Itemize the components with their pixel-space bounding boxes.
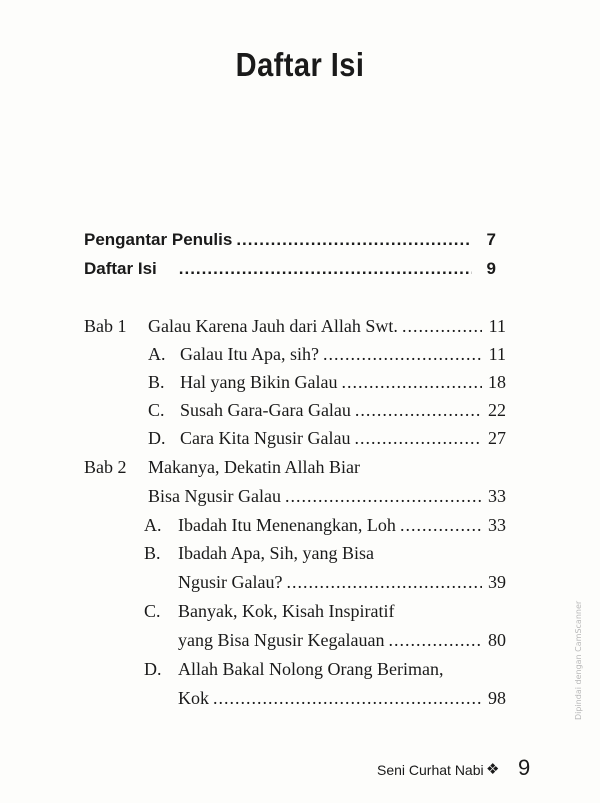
- toc-entry-label: Daftar Isi: [84, 259, 157, 278]
- dot-leader: [388, 630, 482, 651]
- toc-entry-bab1-b[interactable]: [180, 372, 506, 393]
- section-marker: B.: [148, 372, 165, 392]
- toc-entry-bab2-line1[interactable]: Makanya, Dekatin Allah Biar: [148, 457, 360, 477]
- dot-leader: [236, 230, 472, 250]
- toc-entry-label: Cara Kita Ngusir Galau: [180, 428, 351, 448]
- toc-entry-page: 22: [488, 400, 506, 420]
- toc-entry-bab1[interactable]: [148, 316, 506, 337]
- section-marker: B.: [144, 543, 161, 563]
- toc-entry-pengantar[interactable]: [84, 230, 496, 250]
- dot-leader: [179, 259, 472, 279]
- toc-entry-page: 11: [488, 344, 506, 364]
- dot-leader: [323, 344, 482, 365]
- toc-entry-label: Galau Karena Jauh dari Allah Swt.: [148, 316, 398, 336]
- toc-entry-label: Ibadah Itu Menenangkan, Loh: [178, 515, 396, 535]
- dot-leader: [341, 372, 482, 393]
- toc-entry-label: yang Bisa Ngusir Kegalauan: [178, 630, 385, 650]
- toc-entry-label: Susah Gara-Gara Galau: [180, 400, 351, 420]
- ornament-icon: ❖: [486, 760, 500, 778]
- toc-entry-page: 9: [486, 259, 496, 278]
- toc-entry-bab2-c-line1[interactable]: Banyak, Kok, Kisah Inspiratif: [178, 601, 395, 621]
- toc-entry-label: Ngusir Galau?: [178, 572, 283, 592]
- chapter-marker: Bab 2: [84, 457, 127, 477]
- toc-entry-label: Hal yang Bikin Galau: [180, 372, 338, 392]
- toc-entry-bab1-c[interactable]: [180, 400, 506, 421]
- toc-entry-bab1-d[interactable]: [180, 428, 506, 449]
- toc-entry-bab2-a[interactable]: [178, 515, 506, 536]
- toc-entry-label: Pengantar Penulis: [84, 230, 233, 249]
- dot-leader: [355, 400, 482, 421]
- section-marker: D.: [144, 659, 162, 679]
- section-marker: C.: [148, 400, 165, 420]
- footer-book-title: Seni Curhat Nabi: [377, 762, 484, 778]
- toc-entry-page: 27: [488, 428, 506, 448]
- toc-entry-bab2-b-line1[interactable]: Ibadah Apa, Sih, yang Bisa: [178, 543, 374, 563]
- toc-entry-bab1-a[interactable]: [180, 344, 506, 365]
- toc-entry-daftar-isi[interactable]: [84, 259, 496, 279]
- footer-page-number: 9: [518, 755, 531, 780]
- section-marker: C.: [144, 601, 161, 621]
- dot-leader: [285, 486, 482, 507]
- section-marker: A.: [148, 344, 166, 364]
- page-title: Daftar Isi: [235, 46, 365, 83]
- section-marker: D.: [148, 428, 166, 448]
- toc-entry-page: 33: [488, 486, 506, 506]
- toc-entry-page: 11: [488, 316, 506, 336]
- dot-leader: [286, 572, 482, 593]
- toc-entry-label: Galau Itu Apa, sih?: [180, 344, 319, 364]
- section-marker: A.: [144, 515, 162, 535]
- toc-entry-page: 7: [486, 230, 496, 249]
- dot-leader: [354, 428, 482, 449]
- toc-entry-page: 80: [488, 630, 506, 650]
- toc-entry-page: 18: [488, 372, 506, 392]
- toc-entry-label: Bisa Ngusir Galau: [148, 486, 281, 506]
- scanner-watermark: Dipindai dengan CamScanner: [574, 600, 583, 720]
- dot-leader: [402, 316, 482, 337]
- toc-entry-bab2-b[interactable]: [178, 572, 506, 593]
- dot-leader: [213, 688, 482, 709]
- chapter-marker: Bab 1: [84, 316, 127, 336]
- toc-entry-page: 39: [488, 572, 506, 592]
- toc-entry-label: Kok: [178, 688, 209, 708]
- toc-entry-bab2-c[interactable]: [178, 630, 506, 651]
- toc-entry-bab2-d[interactable]: [178, 688, 506, 709]
- toc-entry-bab2-d-line1[interactable]: Allah Bakal Nolong Orang Beriman,: [178, 659, 444, 679]
- dot-leader: [400, 515, 482, 536]
- toc-entry-page: 98: [488, 688, 506, 708]
- toc-entry-bab2[interactable]: [148, 486, 506, 507]
- toc-entry-page: 33: [488, 515, 506, 535]
